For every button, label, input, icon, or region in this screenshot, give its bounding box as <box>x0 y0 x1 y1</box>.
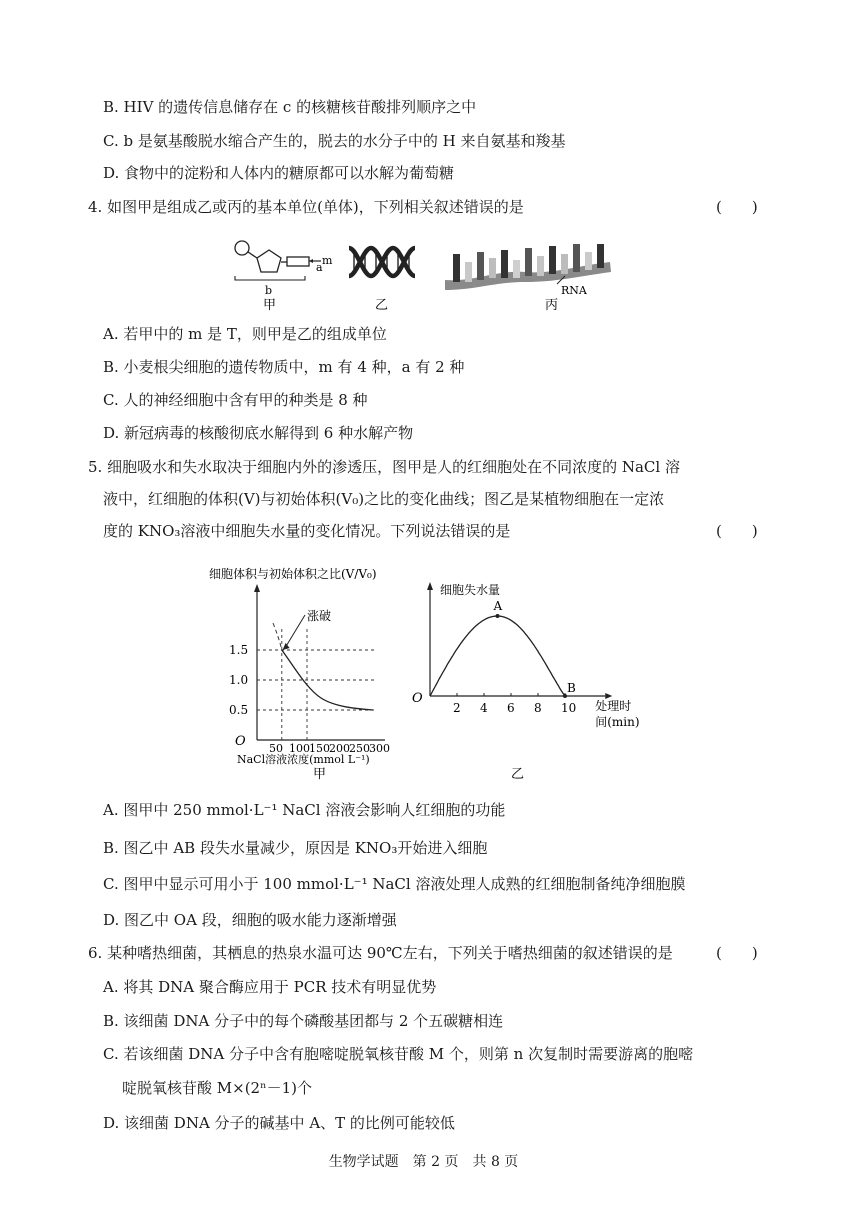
q4-option-d: D. 新冠病毒的核酸彻底水解得到 6 种水解产物 <box>103 424 414 442</box>
q4-answer-paren: ( ) <box>716 198 758 216</box>
chart-yi-curve <box>430 616 565 696</box>
label-yi: 乙 <box>375 298 389 313</box>
point-b-label: B <box>567 681 576 695</box>
q6-option-b: B. 该细菌 DNA 分子中的每个磷酸基团都与 2 个五碳糖相连 <box>103 1012 504 1030</box>
chart-jia-origin: O <box>235 734 246 749</box>
chart-yi-x-tick: 4 <box>480 701 488 715</box>
q6-option-c-line-2: 啶脱氧核苷酸 M×(2ⁿ－1)个 <box>122 1079 312 1097</box>
q5-option-a: A. 图甲中 250 mmol·L⁻¹ NaCl 溶液会影响人红细胞的功能 <box>103 801 506 819</box>
chart-jia-x-tick: 300 <box>369 742 390 755</box>
point-a <box>496 614 500 618</box>
q6-option-c-line-1: C. 若该细菌 DNA 分子中含有胞嘧啶脱氧核苷酸 M 个，则第 n 次复制时需要游离的胞嘧 <box>103 1045 694 1063</box>
q3-option-b: B. HIV 的遗传信息储存在 c 的核糖核苷酸排列顺序之中 <box>103 98 477 116</box>
chart-yi-ylabel: 细胞失水量 <box>440 583 501 597</box>
chart-yi-y-arrow <box>427 582 433 590</box>
dna-helix-icon <box>349 248 415 313</box>
q5-option-b: B. 图乙中 AB 段失水量减少，原因是 KNO₃开始进入细胞 <box>103 839 488 857</box>
chart-jia-x-tick: 150 <box>309 742 330 755</box>
q5-option-d: D. 图乙中 OA 段，细胞的吸水能力逐渐增强 <box>103 911 397 929</box>
q6-option-d: D. 该细菌 DNA 分子的碱基中 A、T 的比例可能较低 <box>103 1114 455 1132</box>
chart-jia-ylabel: 细胞体积与初始体积之比(V/V₀) <box>209 567 377 581</box>
rna-strand-icon <box>445 244 611 313</box>
chart-jia-caption: 甲 <box>313 767 327 782</box>
q3-option-d: D. 食物中的淀粉和人体内的糖原都可以水解为葡萄糖 <box>103 164 455 182</box>
label-b: b <box>265 284 273 297</box>
q4-option-b: B. 小麦根尖细胞的遗传物质中，m 有 4 种，a 有 2 种 <box>103 358 465 376</box>
chart-jia-y-tick: 0.5 <box>229 703 249 717</box>
page-footer: 生物学试题 第 2 页 共 8 页 <box>328 1154 519 1170</box>
chart-yi-origin: O <box>412 691 423 706</box>
chart-jia-curve-extension <box>273 623 282 650</box>
chart-jia-x-tick: 100 <box>289 742 310 755</box>
chart-jia-annotation-arrowhead <box>283 643 290 650</box>
q4-option-c: C. 人的神经细胞中含有甲的种类是 8 种 <box>103 391 368 409</box>
chart-jia-x-tick: 50 <box>269 742 283 755</box>
label-jia: 甲 <box>263 298 277 313</box>
label-m: m <box>322 254 333 267</box>
chart-yi-x-tick: 2 <box>453 701 461 715</box>
annotation-burst: 涨破 <box>307 609 332 623</box>
chart-yi-x-tick: 10 <box>561 701 577 715</box>
chart-yi-xlabel-line-1: 处理时 <box>595 699 632 713</box>
chart-jia-xlabel: NaCl溶液浓度(mmol L⁻¹) <box>237 753 370 766</box>
chart-yi-xlabel-line-2: 间(min) <box>595 715 640 729</box>
label-bing: 丙 <box>545 298 559 313</box>
chart-yi-x-tick: 6 <box>507 701 515 715</box>
nucleotide-diagram <box>235 241 333 313</box>
q4-figure <box>225 232 625 314</box>
chart-jia-annotation-arrow <box>286 615 305 647</box>
chart-yi <box>408 578 648 783</box>
q6-stem: 6. 某种嗜热细菌，其栖息的热泉水温可达 90℃左右，下列关于嗜热细菌的叙述错误的是 <box>88 944 673 962</box>
chart-yi-caption: 乙 <box>511 767 525 782</box>
chart-jia-y-arrow <box>254 584 260 592</box>
chart-jia-x-tick: 200 <box>329 742 350 755</box>
label-rna: RNA <box>561 284 587 297</box>
q6-option-a: A. 将其 DNA 聚合酶应用于 PCR 技术有明显优势 <box>103 978 437 996</box>
q5-stem-line-3: 度的 KNO₃溶液中细胞失水量的变化情况。下列说法错误的是 <box>103 522 511 540</box>
point-a-label: A <box>493 599 503 613</box>
chart-jia-y-tick: 1.5 <box>229 643 249 657</box>
chart-yi-x-tick: 8 <box>534 701 542 715</box>
q5-stem-line-1: 5. 细胞吸水和失水取决于细胞内外的渗透压，图甲是人的红细胞处在不同浓度的 NaCl 溶 <box>88 458 680 476</box>
q5-answer-paren: ( ) <box>716 522 758 540</box>
q4-stem: 4. 如图甲是组成乙或丙的基本单位(单体)，下列相关叙述错误的是 <box>88 198 524 216</box>
q6-answer-paren: ( ) <box>716 944 758 962</box>
q5-option-c: C. 图甲中显示可用小于 100 mmol·L⁻¹ NaCl 溶液处理人成熟的红细胞制备纯净细胞膜 <box>103 875 686 893</box>
chart-jia-x-tick: 250 <box>349 742 370 755</box>
chart-jia <box>205 560 395 785</box>
q5-stem-line-2: 液中，红细胞的体积(V)与初始体积(V₀)之比的变化曲线；图乙是某植物细胞在一定浓 <box>103 490 665 508</box>
chart-jia-y-tick: 1.0 <box>229 673 249 687</box>
q4-option-a: A. 若甲中的 m 是 T，则甲是乙的组成单位 <box>103 325 387 343</box>
q3-option-c: C. b 是氨基酸脱水缩合产生的，脱去的水分子中的 H 来自氨基和羧基 <box>103 132 566 150</box>
label-a: a <box>316 261 323 274</box>
